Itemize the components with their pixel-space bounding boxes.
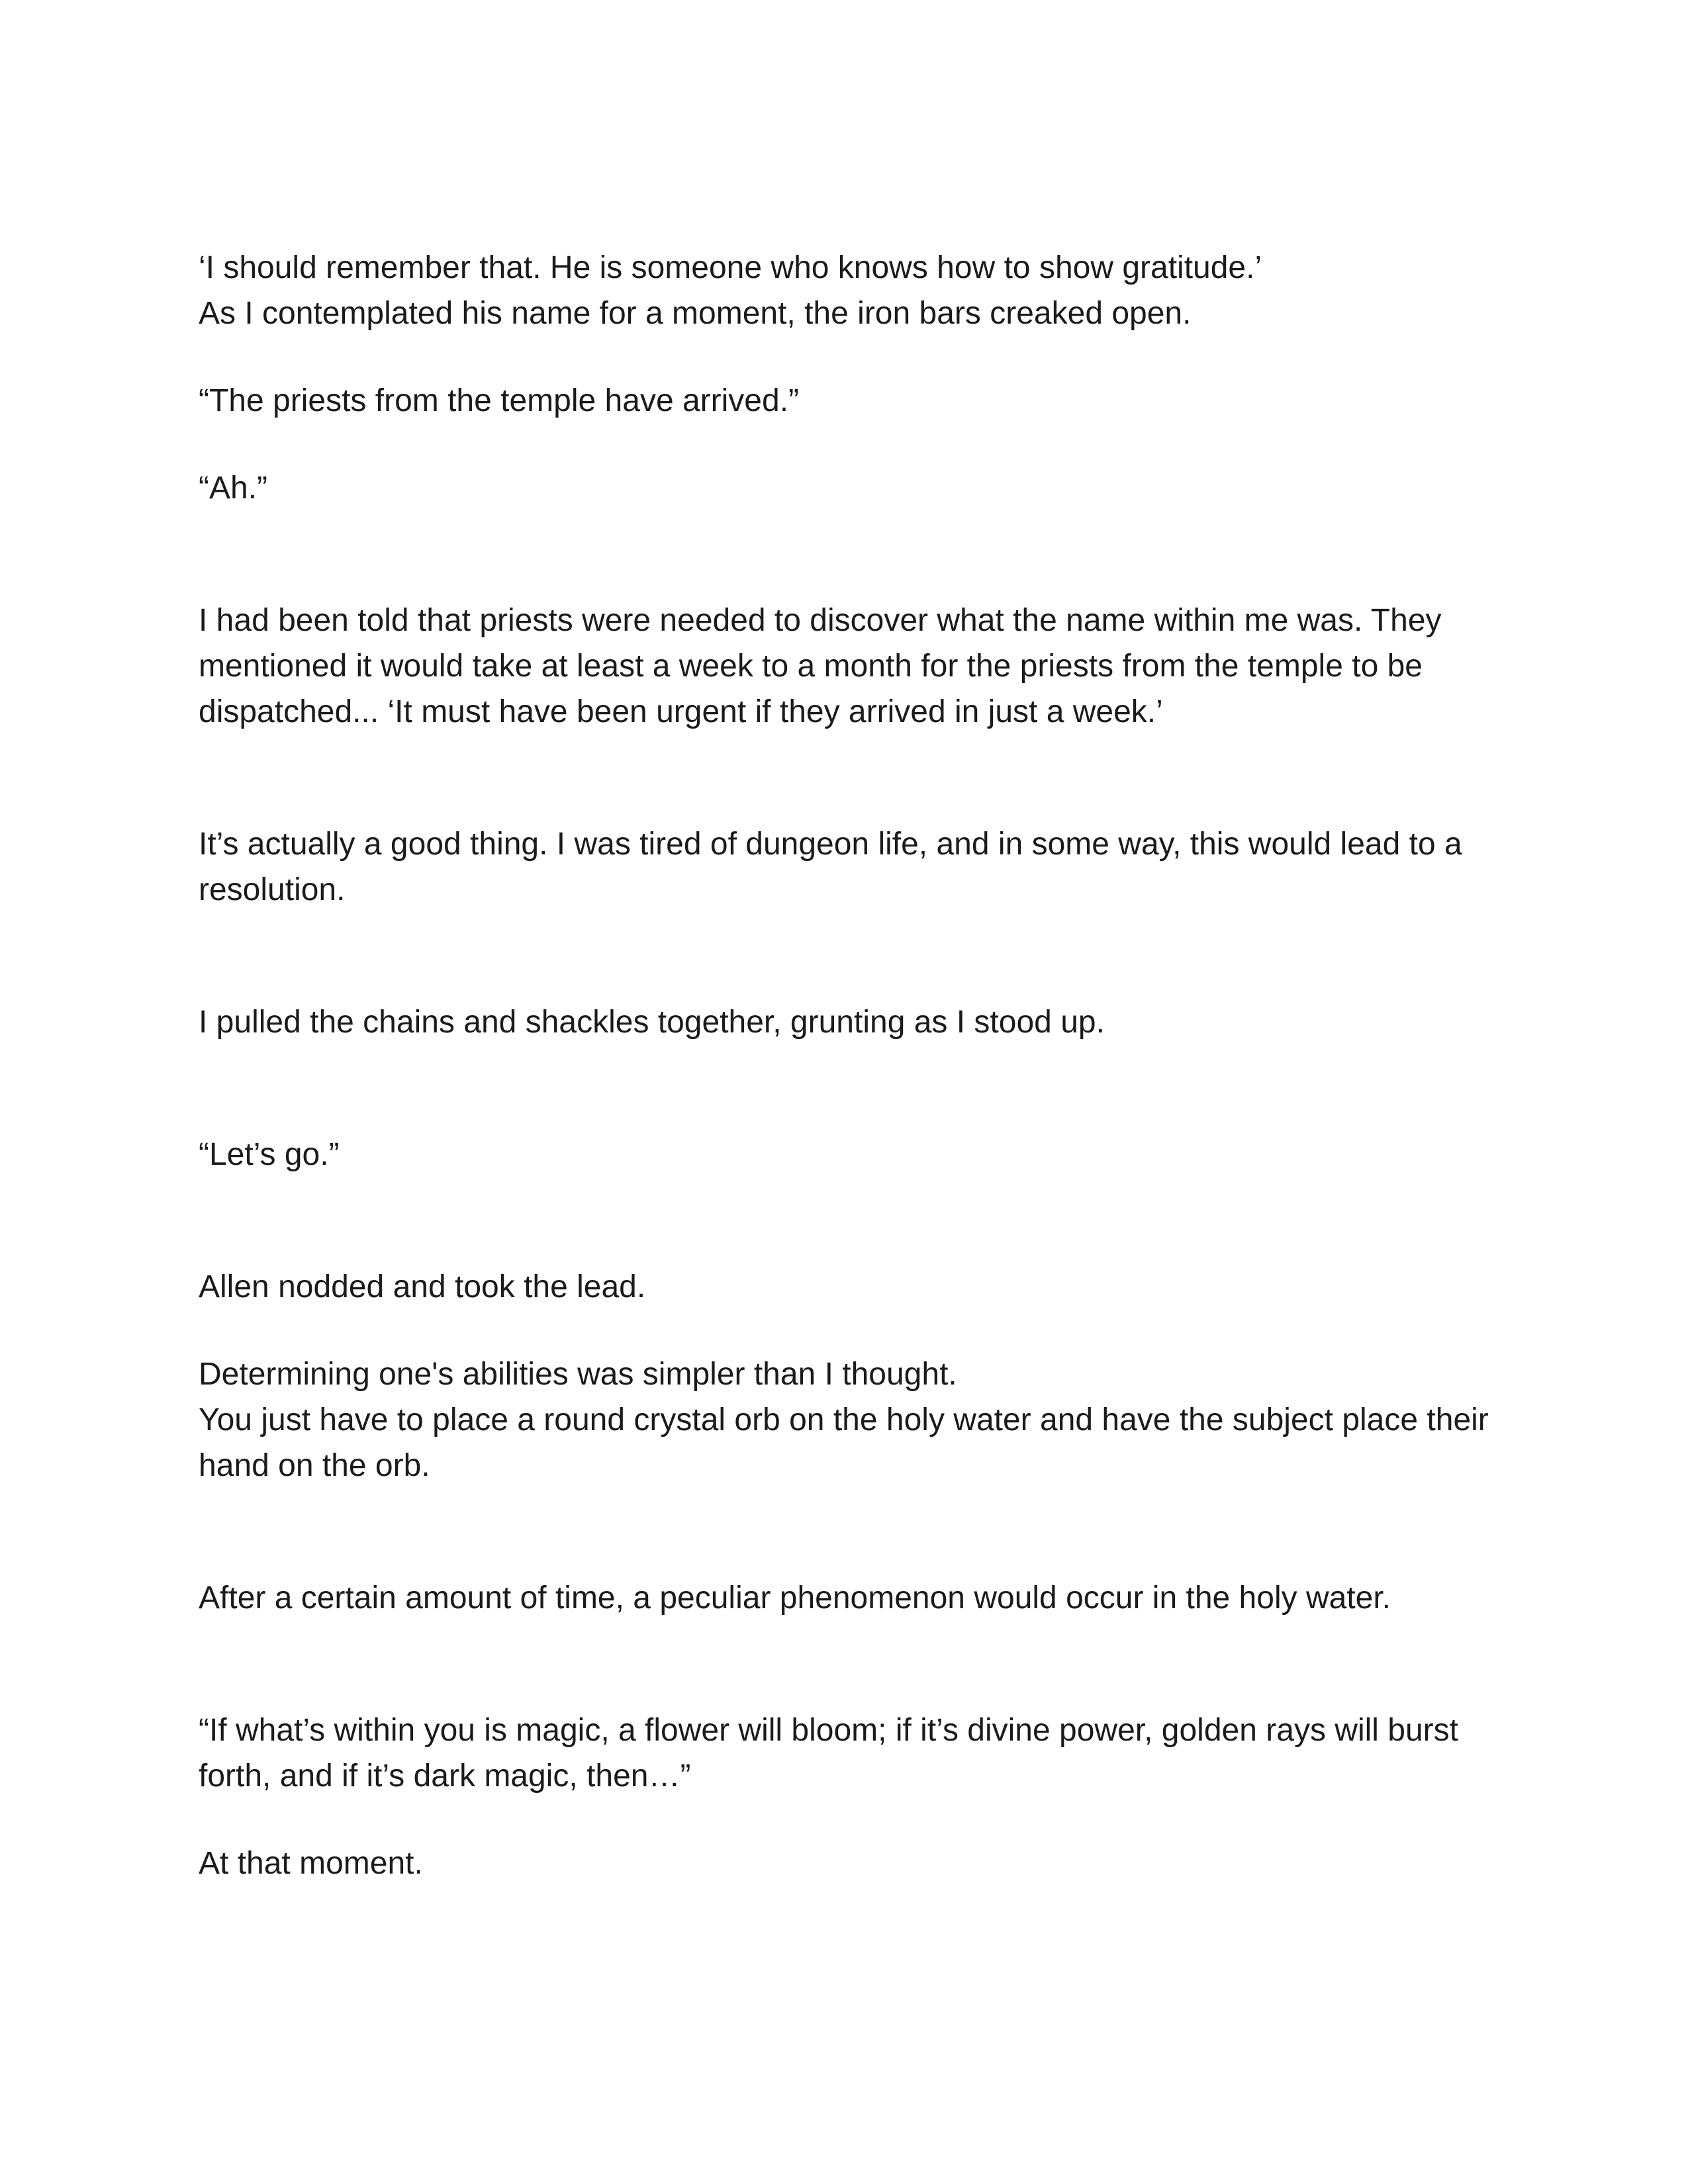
text-line: “The priests from the temple have arrived.” [199, 383, 800, 418]
paragraph-spacer [199, 1045, 1489, 1132]
paragraph [199, 1264, 1489, 1310]
paragraph-spacer [199, 424, 1489, 465]
paragraph-spacer [199, 1310, 1489, 1351]
text-line: “Ah.” [199, 471, 268, 506]
paragraph [199, 1351, 1489, 1488]
text-line: At that moment. [199, 1846, 423, 1881]
text-line: You just have to place a round crystal orb on the holy water and have the subject place their hand on the orb. [199, 1402, 1489, 1483]
document-body [199, 245, 1489, 1886]
paragraph-spacer [199, 913, 1489, 999]
paragraph [199, 1575, 1489, 1621]
text-line: After a certain amount of time, a peculiar phenomenon would occur in the holy water. [199, 1580, 1391, 1615]
paragraph-spacer [199, 1799, 1489, 1841]
text-line: Allen nodded and took the lead. [199, 1269, 646, 1304]
paragraph [199, 1707, 1489, 1799]
text-line: ‘I should remember that. He is someone who knows how to show gratitude.’ [199, 250, 1262, 285]
paragraph [199, 999, 1489, 1045]
paragraph [199, 378, 1489, 424]
paragraph [199, 1132, 1489, 1177]
paragraph [199, 1841, 1489, 1886]
paragraph-spacer [199, 336, 1489, 378]
paragraph-spacer [199, 735, 1489, 821]
paragraph-spacer [199, 1488, 1489, 1575]
text-line: As I contemplated his name for a moment, the iron bars creaked open. [199, 296, 1192, 331]
paragraph-spacer [199, 1177, 1489, 1264]
text-line: It’s actually a good thing. I was tired of dungeon life, and in some way, this would lead to a resolution. [199, 827, 1462, 907]
paragraph [199, 465, 1489, 511]
paragraph-spacer [199, 1621, 1489, 1707]
text-line: I had been told that priests were needed to discover what the name within me was. They mentioned it would take at least a week to a month for the priests from the temple to be dispatched... ‘It must have been urgent if they arrived in just a week.’ [199, 603, 1442, 729]
paragraph [199, 598, 1489, 735]
text-line: “Let’s go.” [199, 1137, 340, 1172]
text-line: I pulled the chains and shackles together, grunting as I stood up. [199, 1005, 1105, 1040]
paragraph [199, 245, 1489, 336]
paragraph [199, 821, 1489, 913]
paragraph-spacer [199, 511, 1489, 598]
text-line: Determining one's abilities was simpler than I thought. [199, 1357, 957, 1392]
text-line: “If what’s within you is magic, a flower will bloom; if it’s divine power, golden rays will burst forth, and if it’s dark magic, then…” [199, 1713, 1458, 1794]
